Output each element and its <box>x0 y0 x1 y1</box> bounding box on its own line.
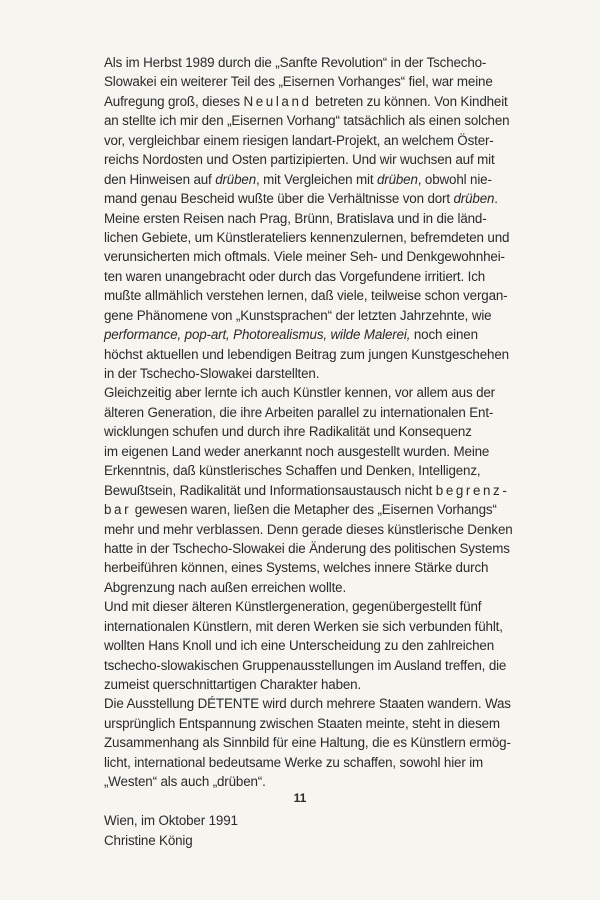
text-run: Slowakei ein weiterer Teil des „Eisernen Vorhanges“ fiel, war meine <box>104 74 493 90</box>
text-line <box>104 111 510 130</box>
text-run: Bewußtsein, Radikalität und Informationsaustausch nicht <box>104 482 436 498</box>
italic-run: drüben <box>215 171 256 187</box>
text-line <box>104 578 494 597</box>
spaced-run: bar <box>104 502 132 518</box>
text-run: hatte in der Tschecho-Slowakei die Änderung des politischen Systems <box>104 540 510 556</box>
text-run: Gleichzeitig aber lernte ich auch Künstler kennen, vor allem aus der <box>104 385 495 401</box>
text-line <box>104 714 500 733</box>
text-line <box>104 753 494 772</box>
text-run: . <box>494 191 498 207</box>
text-run: Die Ausstellung DÉTENTE wird durch mehrere Staaten wandern. Was <box>104 696 511 712</box>
text-run: den Hinweisen auf <box>104 171 216 187</box>
text-run: im eigenen Land weder anerkannt noch ausgestellt wurden. Meine <box>104 443 490 459</box>
text-line <box>104 228 510 247</box>
text-line <box>104 520 513 539</box>
text-line <box>104 92 508 111</box>
text-line <box>104 461 494 480</box>
page-number: 11 <box>293 791 307 805</box>
italic-run: performance, pop-art, Photorealismus, wilde Malerei, <box>104 327 411 343</box>
text-run: wollten Hans Knoll und ich eine Unterscheidung zu den zahlreichen <box>104 638 494 654</box>
text-run: Erkenntnis, daß künstlerisches Schaffen und Denken, Intelligenz, <box>104 463 481 479</box>
text-line <box>104 72 494 91</box>
text-line <box>104 247 505 266</box>
text-line <box>104 656 507 675</box>
text-line <box>104 694 511 713</box>
text-run: gewesen waren, ließen die Metapher des „Eisernen Vorhangs“ <box>131 502 497 518</box>
text-run: Christine König <box>104 832 193 848</box>
text-run: noch einen <box>410 327 478 343</box>
text-line <box>104 772 494 791</box>
text-run: verunsicherten mich oftmals. Viele meiner Seh- und Denkgewohnhei- <box>104 249 505 265</box>
text-line <box>104 831 494 850</box>
text-run: mußte allmählich verstehen lernen, daß viele, teilweise schon vergan- <box>104 288 508 304</box>
text-run: reichs Nordosten und Osten partizipierten. Und wir wuchsen auf mit <box>104 152 495 168</box>
text-line <box>104 170 494 189</box>
text-run: an stellte ich mir den „Eisernen Vorhang“ tatsächlich als einen solchen <box>104 113 510 129</box>
text-run: mehr und mehr verblassen. Denn gerade dieses künstlerische Denken <box>104 521 513 537</box>
text-line <box>104 53 494 72</box>
text-line <box>104 383 494 402</box>
text-run: licht, international bedeutsame Werke zu schaffen, sowohl hier im <box>104 754 484 770</box>
text-line <box>104 306 494 325</box>
text-line <box>104 733 511 752</box>
text-line <box>104 442 494 461</box>
text-run: Wien, im Oktober 1991 <box>104 813 238 829</box>
text-line <box>104 209 494 228</box>
text-line <box>104 403 494 422</box>
text-run: Aufregung groß, dieses <box>104 93 244 109</box>
text-run: tschecho-slowakischen Gruppenausstellungen im Ausland treffen, die <box>104 657 507 673</box>
text-line <box>104 617 503 636</box>
text-line <box>104 364 494 383</box>
text-run: lichen Gebiete, um Künstlerateliers kennenzulernen, befremdeten und <box>104 229 510 245</box>
text-run: , obwohl nie- <box>417 171 492 187</box>
text-run: betreten zu können. Von Kindheit <box>311 93 508 109</box>
italic-run: drüben <box>376 171 418 187</box>
text-line <box>104 189 498 208</box>
text-run: Als im Herbst 1989 durch die „Sanfte Revolution“ in der Tschecho- <box>104 55 487 70</box>
text-line <box>104 131 494 150</box>
italic-run: drüben <box>453 191 495 207</box>
text-run: in der Tschecho-Slowakei darstellten. <box>104 366 320 381</box>
text-line <box>104 539 510 558</box>
text-run: ten waren unangebracht oder durch das Vorgefundene irritiert. Ich <box>104 268 486 284</box>
text-run: Meine ersten Reisen nach Prag, Brünn, Bratislava und in die länd- <box>104 210 487 226</box>
text-line <box>104 675 494 694</box>
text-run: wicklungen schufen und durch ihre Radikalität und Konsequenz <box>104 424 472 440</box>
spaced-run: begrenz- <box>435 482 510 498</box>
text-run: herbeiführen können, eines Systems, welches innere Stärke durch <box>104 560 489 576</box>
text-run: gene Phänomene von „Kunstsprachen“ der letzten Jahrzehnte, wie <box>104 307 492 323</box>
text-line <box>104 481 510 500</box>
text-run: „Westen“ als auch „drüben“. <box>104 774 266 790</box>
text-run: internationalen Künstlern, mit deren Werken sie sich verbunden fühlt, <box>104 618 503 634</box>
text-line <box>104 345 509 364</box>
text-run: Abgrenzung nach außen erreichen wollte. <box>104 579 347 595</box>
essay-text <box>104 53 513 850</box>
text-run: älteren Generation, die ihre Arbeiten parallel zu internationalen Ent- <box>104 404 494 420</box>
text-run: Und mit dieser älteren Künstlergeneration, gegenübergestellt fünf <box>104 599 482 615</box>
spaced-run: Neuland <box>243 93 312 109</box>
text-line <box>104 500 497 519</box>
text-line <box>104 325 494 344</box>
text-line <box>104 636 494 655</box>
text-run: , mit Vergleichen mit <box>256 171 377 187</box>
text-run: zumeist querschnittartigen Charakter haben. <box>104 677 362 692</box>
text-run: ursprünglich Entspannung zwischen Staaten meinte, steht in diesem <box>104 715 500 731</box>
text-line <box>104 422 494 441</box>
text-line <box>104 558 494 577</box>
text-line <box>104 150 494 169</box>
text-run: vor, vergleichbar einem riesigen landart-Projekt, an welchem Öster- <box>104 132 494 148</box>
text-run: Zusammenhang als Sinnbild für eine Haltung, die es Künstlern ermög- <box>104 735 511 751</box>
text-line <box>104 597 494 616</box>
text-line <box>104 811 494 830</box>
text-run: mand genau Bescheid wußte über die Verhältnisse von dort <box>104 191 454 207</box>
text-line <box>104 286 508 305</box>
text-run: höchst aktuellen und lebendigen Beitrag zum jungen Kunstgeschehen <box>104 346 509 362</box>
text-line <box>104 267 494 286</box>
